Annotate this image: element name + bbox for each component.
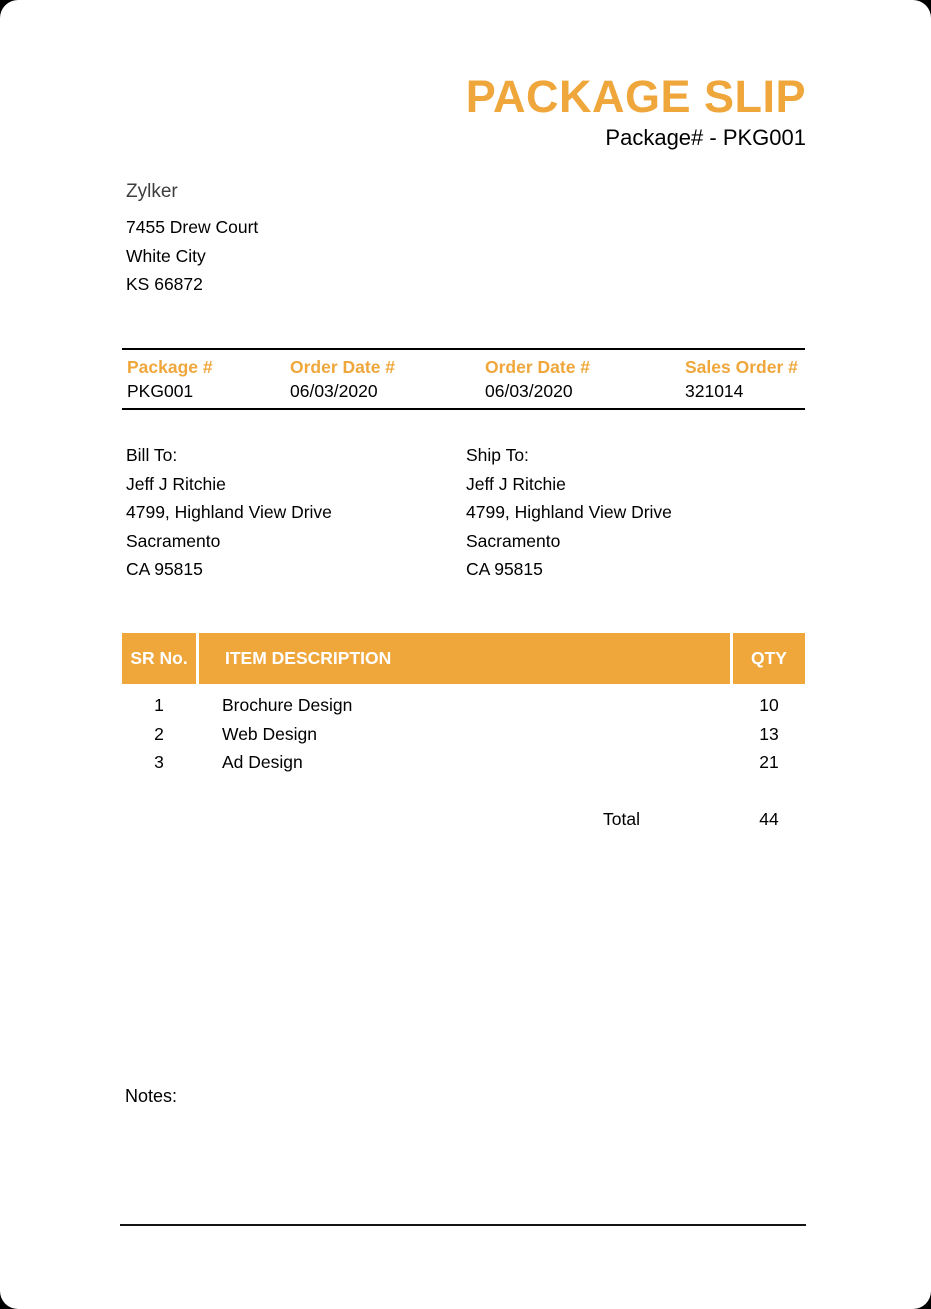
item-sr: 1 bbox=[154, 695, 164, 715]
ship-to-label: Ship To: bbox=[466, 445, 529, 465]
item-description: Brochure Design bbox=[222, 695, 353, 715]
items-header-description: ITEM DESCRIPTION bbox=[196, 633, 733, 684]
bill-to-line: CA 95815 bbox=[126, 559, 203, 580]
ship-to-line: Jeff J Ritchie bbox=[466, 473, 566, 494]
company-name: Zylker bbox=[126, 181, 178, 202]
table-row bbox=[122, 691, 805, 720]
bill-to-line: 4799, Highland View Drive bbox=[126, 502, 332, 523]
bill-to-section bbox=[126, 441, 466, 584]
summary-header-order-date-1: Order Date # bbox=[290, 357, 396, 377]
total-label: Total bbox=[603, 808, 640, 829]
bill-to-label: Bill To: bbox=[126, 445, 178, 465]
table-row bbox=[122, 748, 805, 777]
item-sr: 3 bbox=[154, 752, 164, 773]
addresses-section bbox=[126, 441, 806, 584]
item-description: Web Design bbox=[222, 723, 318, 744]
item-description: Ad Design bbox=[222, 752, 303, 773]
company-address-line: 7455 Drew Court bbox=[126, 217, 259, 237]
company-address-line: KS 66872 bbox=[126, 274, 203, 295]
summary-value-sales-order: 321014 bbox=[685, 381, 744, 401]
ship-to-line: CA 95815 bbox=[466, 559, 543, 580]
ship-to-line: Sacramento bbox=[466, 530, 561, 551]
summary-header-order-date-2: Order Date # bbox=[485, 357, 591, 377]
summary-value-package: PKG001 bbox=[127, 381, 194, 401]
document-header bbox=[125, 72, 806, 151]
summary-value-order-date-2: 06/03/2020 bbox=[485, 381, 573, 401]
item-qty: 13 bbox=[759, 723, 779, 744]
items-header-sr: SR No. bbox=[130, 648, 188, 668]
document-title: PACKAGE SLIP bbox=[465, 71, 806, 122]
total-value: 44 bbox=[759, 808, 779, 829]
ship-to-line: 4799, Highland View Drive bbox=[466, 502, 672, 523]
company-block bbox=[126, 180, 258, 299]
ship-to-section bbox=[466, 441, 806, 584]
package-number: Package# - PKG001 bbox=[605, 125, 806, 150]
items-header-qty: QTY bbox=[751, 648, 787, 668]
item-qty: 10 bbox=[759, 695, 779, 715]
bill-to-line: Sacramento bbox=[126, 530, 221, 551]
bill-to-line: Jeff J Ritchie bbox=[126, 473, 226, 494]
bottom-divider bbox=[120, 1224, 806, 1226]
items-table-header bbox=[122, 633, 805, 684]
summary-value-order-date-1: 06/03/2020 bbox=[290, 381, 378, 401]
item-sr: 2 bbox=[154, 723, 164, 744]
items-table bbox=[122, 633, 805, 833]
summary-header-sales-order: Sales Order # bbox=[685, 357, 798, 377]
summary-header-package: Package # bbox=[127, 357, 213, 377]
summary-table bbox=[122, 348, 805, 410]
items-table-body bbox=[122, 691, 805, 777]
table-row bbox=[122, 720, 805, 749]
total-row bbox=[122, 805, 805, 834]
item-qty: 21 bbox=[759, 752, 779, 773]
notes-label: Notes: bbox=[125, 1086, 178, 1106]
company-address-line: White City bbox=[126, 245, 206, 266]
